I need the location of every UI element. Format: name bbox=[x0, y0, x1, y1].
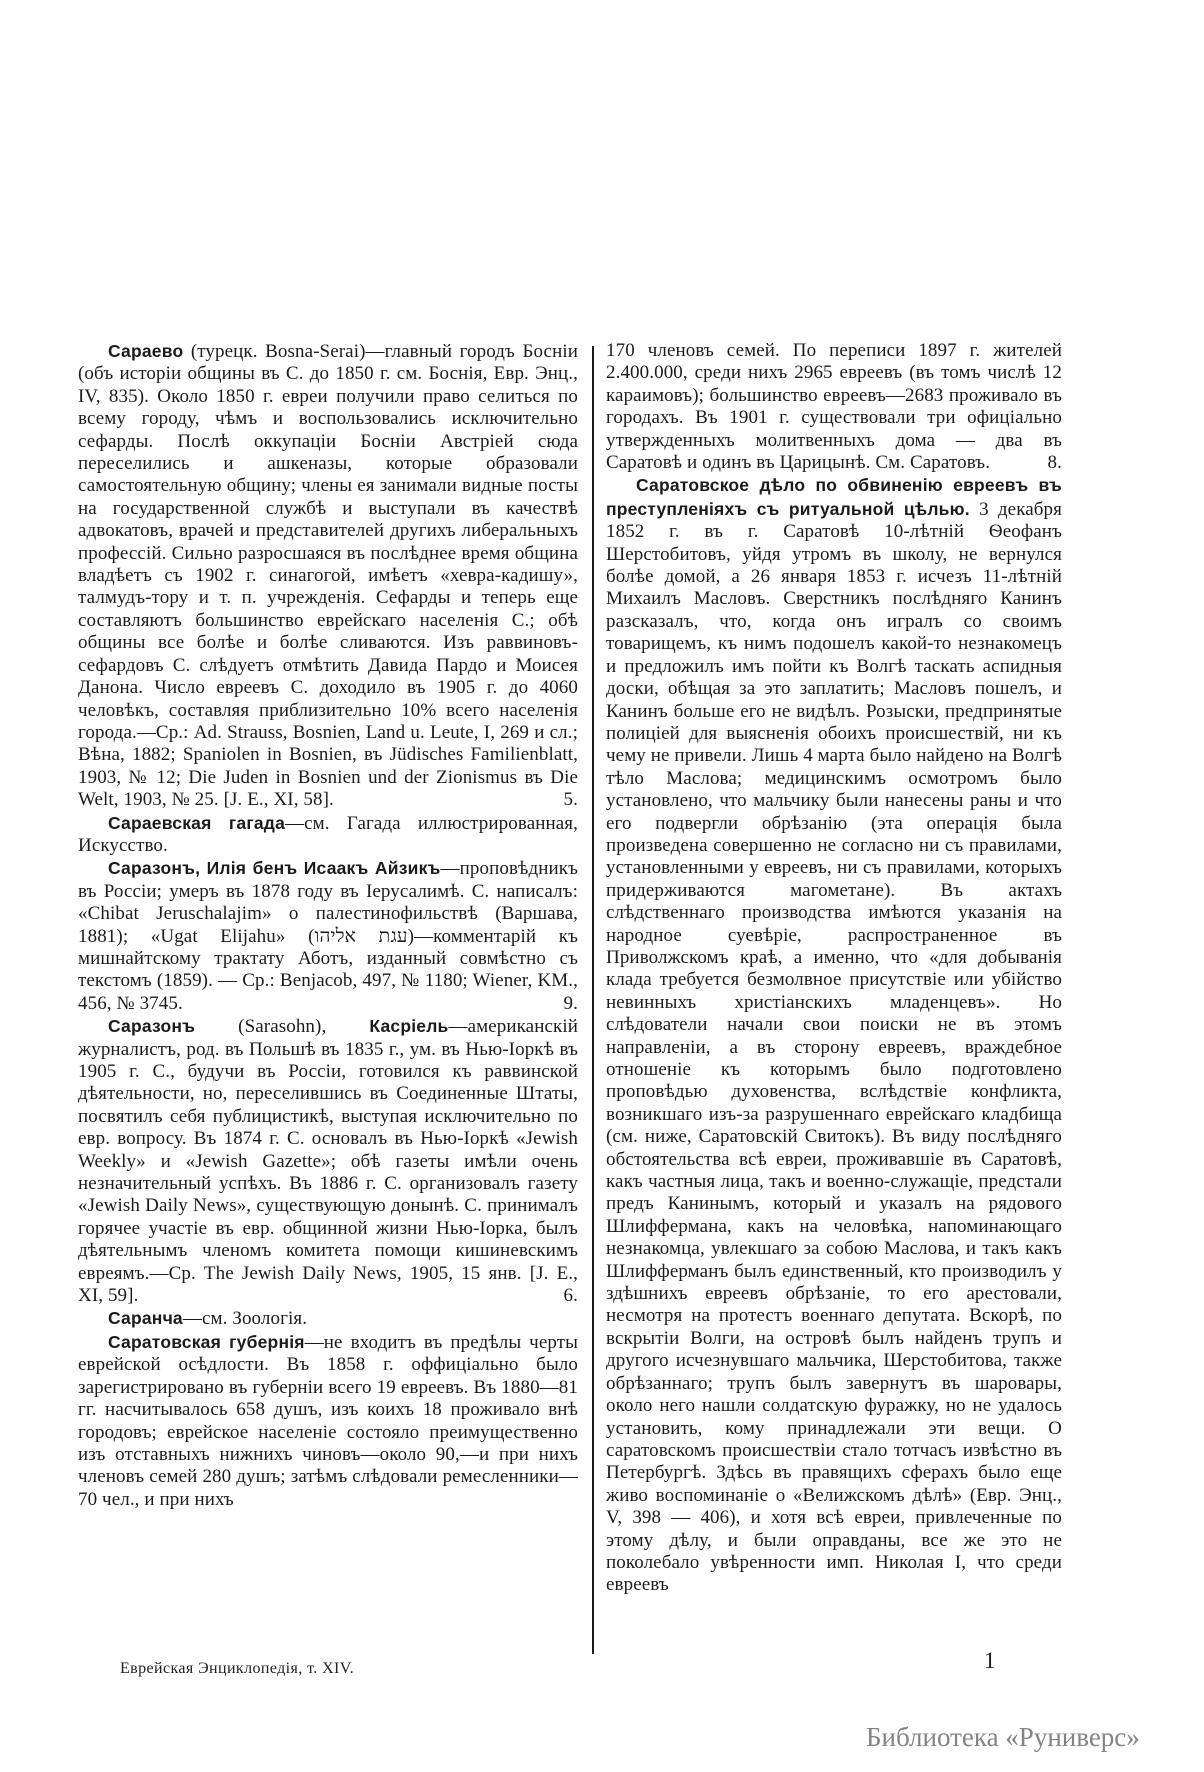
entry-text: —см. Зоологія. bbox=[182, 1308, 308, 1330]
library-watermark: Библиотека «Руниверс» bbox=[866, 1722, 1140, 1752]
entry-saraevskaya-gagada bbox=[78, 812, 578, 858]
entry-saraevo bbox=[78, 340, 578, 812]
entry-number: 6. bbox=[563, 1285, 578, 1307]
entry-saratovskaya-gubernia bbox=[78, 1331, 578, 1511]
page-number: 1 bbox=[984, 1648, 996, 1673]
entry-headword: Саранча bbox=[108, 1308, 183, 1329]
entry-text: —см. Гагада иллюстрированная, Искусство. bbox=[78, 812, 578, 856]
volume-footer: Еврейская Энциклопедія, т. XIV. bbox=[120, 1660, 355, 1677]
entry-number: 8. bbox=[1047, 452, 1062, 474]
entry-headword: Саратовское дѣло по обвиненію евреевъ въ преступленіяхъ съ ритуальной цѣлью. bbox=[606, 475, 1062, 519]
entry-headword: Саразонъ, Илія бенъ Исаакъ Айзикъ bbox=[108, 858, 441, 879]
column-divider-rule bbox=[592, 346, 594, 1654]
entry-sarazon-ilya bbox=[78, 857, 578, 1015]
entry-headword: Касріель bbox=[369, 1016, 449, 1037]
entry-continuation-saratovskaya-gubernia bbox=[606, 340, 1062, 474]
entry-headword: Саразонъ bbox=[108, 1016, 196, 1037]
entry-number: 9. bbox=[563, 992, 578, 1014]
entry-headword: Саратовская губернія bbox=[108, 1331, 305, 1352]
right-column bbox=[606, 340, 1062, 1597]
entry-text: —проповѣдникъ въ Россіи; умеръ въ 1878 году въ Іерусалимѣ. С. написалъ: «Chibat Jeruschalajim» о палестинофильствѣ (Варшава, 1881); «Ugat Elijahu» (עגת אליהו)—комментарій къ мишнайтскому трактату Аботъ, изданный совмѣстно съ текстомъ (1859). — Ср.: Benjacob, 497, № 1180; Wiener, KM., 456, № 3745. bbox=[78, 858, 578, 1014]
entry-headword: Сараево bbox=[108, 341, 184, 361]
entry-saratovskoe-delo bbox=[606, 474, 1062, 1596]
entry-headword-note: (Sarasohn), bbox=[195, 1016, 370, 1038]
entry-sarancha bbox=[78, 1307, 578, 1330]
entry-number: 5. bbox=[563, 789, 578, 811]
entry-text: 170 членовъ семей. По переписи 1897 г. жителей 2.400.000, среди нихъ 2965 евреевъ (въ томъ числѣ 12 караимовъ); большинство евреевъ—2683 проживало въ городахъ. Въ 1901 г. существовали три офиціально утвержденныхъ молитвенныхъ дома — два въ Саратовѣ и одинъ въ Царицынѣ. См. Саратовъ. bbox=[606, 340, 1062, 474]
left-column bbox=[78, 340, 578, 1511]
entry-text: 3 декабря 1852 г. въ г. Саратовѣ 10-лѣтній Ѳеофанъ Шерстобитовъ, уйдя утромъ въ школу, не вернулся болѣе домой, а 26 января 1853 г. исчезъ 11-лѣтній Михаилъ Масловъ. Сверстникъ послѣдняго Канинъ разсказалъ, что, когда онъ игралъ со своимъ товарищемъ, къ нимъ подошелъ какой-то незнакомецъ и предложилъ имъ пойти къ Волгѣ таскать аспидныя доски, обѣщая за это заплатить; Масловъ пошелъ, и Канинъ больше его не видѣлъ. Розыски, предпринятые полиціей для выясненія обоихъ происшествій, ни къ чему не привели. Лишь 4 марта было найдено на Волгѣ тѣло Маслова; медицинскимъ осмотромъ было установлено, что мальчику были нанесены раны и что его подвергли обрѣзанію (эта операція была произведена совершенно не согласно ни съ правилами, установленными у евреевъ, ни съ правилами, которыхъ придерживаются магометане). Въ актахъ слѣдственнаго производства имѣются указанія на народное суевѣріе, распространенное въ Приволжскомъ краѣ, а именно, что «для добыванія клада требуется безмолвное присутствіе или убійство невинныхъ христіанскихъ младенцевъ». Но слѣдователи начали свои поиски не въ этомъ направленіи, а въ сторону евреевъ, враждебное отношеніе къ которымъ было подготовлено проповѣдью духовенства, вслѣдствіе конфликта, возникшаго изъ-за разрушеннаго еврейскаго кладбища (см. ниже, Саратовскій Свитокъ). Въ виду послѣдняго обстоятельства всѣ евреи, проживавшіе въ Саратовѣ, какъ частныя лица, такъ и военно-служащіе, предстали предъ Канинымъ, который и указалъ на рядового Шлиффермана, какъ на человѣка, напоминающаго незнакомца, увлекшаго за собою Маслова, и такъ какъ Шлифферманъ былъ единственный, кто производилъ у здѣшнихъ евреевъ обрѣзаніе, то его арестовали, несмотря на протестъ военнаго депутата. Вскорѣ, по вскрытіи Волги, на островѣ былъ найденъ трупъ и другого исчезнувшаго мальчика, Шерстобитова, также обрѣзаннаго; трупъ былъ завернутъ въ шаровары, около него нашли солдатскую фуражку, но не удалось установить, кому принадлежали эти вещи. О саратовскомъ происшествіи стало тотчасъ извѣстно въ Петербургѣ. Здѣсь въ правящихъ сферахъ было еще живо воспоминаніе о «Велижскомъ дѣлѣ» (Евр. Энц., V, 398 — 406), и хотя всѣ евреи, привлеченные по этому дѣлу, и были оправданы, все же это не поколебало увѣренности имп. Николая I, что среди евреевъ bbox=[606, 498, 1062, 1596]
entry-text: —американскій журналистъ, род. въ Польшѣ въ 1835 г., ум. въ Нью-Іоркѣ въ 1905 г. С., будучи въ Россіи, готовился къ раввинской дѣятельности, но, переселившись въ Соединенные Штаты, посвятилъ себя публицистикѣ, выступая исключительно по евр. вопросу. Въ 1874 г. С. основалъ въ Нью-Іоркѣ «Jewish Weekly» и «Jewish Gazette»; обѣ газеты имѣли очень незначительный успѣхъ. Въ 1886 г. С. организовалъ газету «Jewish Daily News», существующую донынѣ. С. принималъ горячее участіе въ евр. общинной жизни Нью-Іорка, былъ дѣятельнымъ членомъ комитета помощи кишиневскимъ евреямъ.—Ср. The Jewish Daily News, 1905, 15 янв. [J. E., XI, 59]. bbox=[78, 1016, 578, 1307]
entry-text: —не входитъ въ предѣлы черты еврейской осѣдлости. Въ 1858 г. оффиціально было зарегистрировано въ губерніи всего 19 евреевъ. Въ 1880—81 гг. насчитывалось 658 душъ, изъ коихъ 18 проживало внѣ городовъ; еврейское населеніе состояло преимущественно изъ отставныхъ нижнихъ чиновъ—около 90,—и при нихъ членовъ семей 280 душъ; затѣмъ слѣдовали ремесленники—70 чел., и при нихъ bbox=[78, 1331, 578, 1510]
entry-sarazon-kasriel bbox=[78, 1015, 578, 1307]
entry-text: (турецк. Bosna-Serai)—главный городъ Босніи (объ исторіи общины въ С. до 1850 г. см. Боснія, Евр. Энц., IV, 835). Около 1850 г. евреи получили право селиться по всему городу, чѣмъ и воспользовались исключительно сефарды. Послѣ оккупаціи Босніи Австріей сюда переселились и ашкеназы, которые образовали самостоятельную общину; члены ея занимали видные посты на государственной службѣ и выступали въ качествѣ адвокатовъ, врачей и представителей другихъ либеральныхъ профессій. Сильно разросшаяся въ послѣднее время община владѣетъ съ 1902 г. синагогой, имѣетъ «хевра-кадишу», талмудъ-тору и т. п. учрежденія. Сефарды и теперь еще составляютъ большинство еврейскаго населенія С.; обѣ общины все болѣе и болѣе сливаются. Изъ раввиновъ-сефардовъ С. слѣдуетъ отмѣтить Давида Пардо и Моисея Данона. Число евреевъ С. доходило въ 1905 г. до 4060 человѣкъ, составляя приблизительно 10% всего населенія города.—Ср.: Ad. Strauss, Bosnien, Land u. Leute, I, 269 и сл.; Вѣна, 1882; Spaniolen in Bosnien, въ Jüdisches Familienblatt, 1903, № 12; Die Juden in Bosnien und der Zionismus въ Die Welt, 1903, № 25. [J. E., XI, 58]. bbox=[78, 341, 578, 811]
entry-headword: Сараевская гагада bbox=[108, 812, 286, 833]
